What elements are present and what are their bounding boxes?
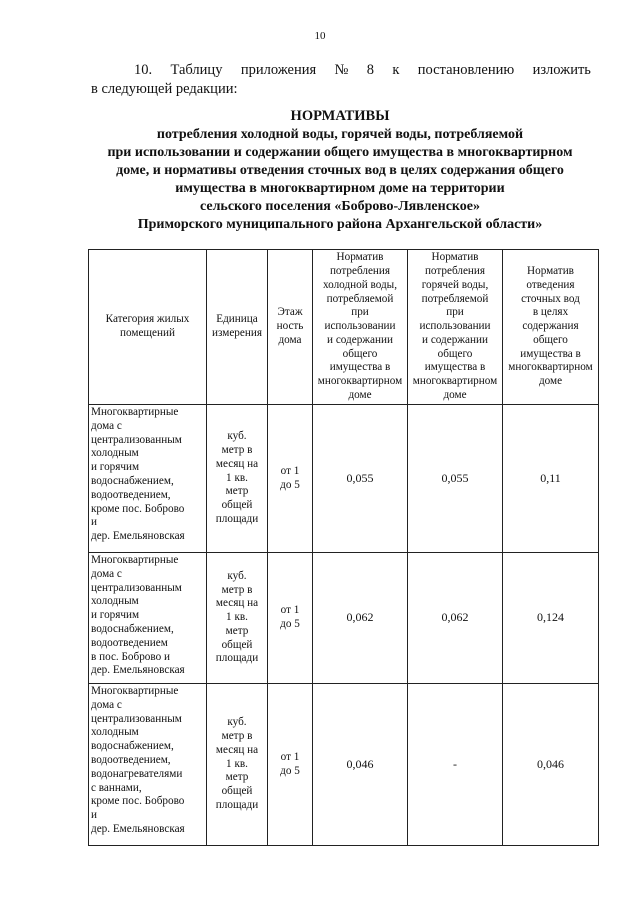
cell-line: многоквартирном	[317, 375, 403, 388]
cell-line: общей	[221, 499, 253, 512]
cell-line: потребления	[424, 264, 486, 277]
cell-line: Многоквартирные	[91, 554, 179, 566]
row-category	[89, 405, 207, 553]
cell-line: и горячим	[91, 461, 140, 474]
cell-line: многоквартирном	[508, 361, 593, 374]
cell-line: Многоквартирные	[91, 406, 179, 418]
cell-line: от 1	[280, 604, 300, 617]
cell-line: от 1	[280, 464, 300, 477]
cell-line: метр в	[221, 583, 253, 596]
cell-line: содержания	[522, 320, 579, 333]
cell-line: потребляемой	[421, 292, 489, 305]
cell-line: общего	[533, 333, 568, 346]
intro-word: постановлению	[417, 62, 515, 78]
cell-line: холодным	[91, 726, 139, 739]
header-unit	[207, 250, 268, 405]
cell-line: Норматив	[431, 251, 479, 264]
cell-line: куб.	[227, 569, 247, 582]
title-heading: НОРМАТИВЫ	[290, 108, 390, 124]
table-row	[89, 405, 599, 553]
cell-line: в целях	[532, 306, 569, 319]
cell-line: дома	[278, 333, 302, 346]
cell-line: отведения	[526, 278, 575, 291]
cell-line: площади	[215, 652, 259, 665]
cell-line: 1 кв.	[226, 471, 248, 484]
title-line: Приморского муниципального района Архангельской области»	[137, 217, 543, 232]
cell-line: метр	[225, 624, 249, 637]
cell-line: имущества в	[329, 361, 391, 374]
intro-word: приложения	[240, 62, 317, 78]
cell-line: дер. Емельяновская	[91, 822, 185, 835]
cell-line: и горячим	[91, 609, 140, 622]
cell-line: общей	[221, 785, 253, 798]
cell-line: куб.	[227, 716, 247, 729]
cell-line: дер. Емельяновская	[91, 664, 185, 677]
cell-line: измерения	[212, 327, 262, 339]
title-line: при использовании и содержании общего имущества в многоквартирном	[107, 145, 573, 160]
cell-line: централизованным	[91, 433, 182, 446]
cell-line: доме	[443, 389, 467, 402]
cell-line: Этаж	[277, 306, 303, 319]
cell-line: и	[91, 809, 97, 822]
cell-line: холодной воды,	[322, 278, 397, 291]
cell-line: дома с	[91, 698, 122, 711]
cell-line: горячей воды,	[421, 278, 489, 291]
cell-line: общего	[342, 347, 378, 360]
row-cold-value: 0,062	[313, 553, 408, 684]
row-cold-value: 0,046	[313, 684, 408, 846]
cell-line: кроме пос. Боброво	[91, 502, 185, 515]
cell-line: при	[351, 306, 369, 319]
cell-line: и содержании	[327, 333, 393, 346]
cell-line: Категория жилых	[105, 313, 190, 326]
cell-line: площади	[215, 798, 259, 811]
norms-table	[88, 249, 599, 846]
title-line: имущества в многоквартирном доме на территории	[175, 181, 505, 196]
intro-paragraph	[91, 61, 591, 99]
title-line: доме, и нормативы отведения сточных вод в целях содержания общего	[116, 163, 564, 178]
cell-line: холодным	[91, 447, 139, 460]
cell-line: с ваннами,	[91, 781, 142, 794]
row-sewage-value: 0,046	[503, 684, 599, 846]
row-category	[89, 553, 207, 684]
table-row	[89, 553, 599, 684]
row-unit	[207, 553, 268, 684]
cell-line: водоснабжением,	[91, 740, 174, 753]
cell-line: месяц на	[215, 597, 259, 610]
cell-line: месяц на	[215, 457, 259, 470]
title-line: потребления холодной воды, горячей воды, потребляемой	[156, 127, 524, 142]
document-title	[80, 107, 600, 234]
cell-line: холодным	[91, 595, 139, 608]
cell-line: месяц на	[215, 743, 259, 756]
row-sewage-value: 0,124	[503, 553, 599, 684]
header-floors	[268, 250, 313, 405]
cell-line: до 5	[280, 618, 300, 630]
cell-line: водоотведением,	[91, 488, 171, 501]
row-hot-value: 0,062	[408, 553, 503, 684]
intro-word: изложить	[532, 62, 591, 78]
intro-line-1	[91, 61, 591, 80]
cell-line: общей	[221, 638, 253, 651]
table-row	[89, 684, 599, 846]
row-category	[89, 684, 207, 846]
cell-line: при	[446, 306, 464, 319]
cell-line: метр	[225, 771, 249, 784]
cell-line: водоотведением,	[91, 753, 171, 766]
cell-line: водонагревателями	[91, 767, 183, 780]
header-hot-water	[408, 250, 503, 405]
cell-line: метр в	[221, 444, 253, 456]
cell-line: потребления	[329, 264, 391, 277]
cell-line: и содержании	[422, 333, 488, 346]
cell-line: доме	[538, 375, 563, 388]
cell-line: сточных вод	[521, 292, 580, 305]
table-header-row	[89, 250, 599, 405]
cell-line: многоквартирном	[412, 375, 498, 388]
row-sewage-value: 0,11	[503, 405, 599, 553]
row-unit	[207, 684, 268, 846]
cell-line: водоснабжением,	[91, 474, 174, 487]
intro-word: 8	[366, 62, 374, 78]
cell-line: имущества в	[424, 361, 486, 374]
page-number: 10	[314, 30, 326, 42]
cell-line: Многоквартирные	[91, 685, 179, 697]
cell-line: куб.	[227, 430, 247, 443]
cell-line: до 5	[280, 478, 300, 491]
row-floors	[268, 405, 313, 553]
title-line: сельского поселения «Боброво-Лявленское»	[199, 199, 481, 214]
cell-line: до 5	[280, 764, 300, 777]
cell-line: дома с	[91, 567, 122, 580]
intro-word: 10.	[134, 62, 153, 78]
header-cold-water	[313, 250, 408, 405]
cell-line: водоснабжением,	[91, 622, 174, 635]
row-cold-value: 0,055	[313, 405, 408, 553]
row-unit	[207, 405, 268, 553]
intro-word: к	[392, 62, 400, 78]
cell-line: Норматив	[527, 264, 574, 277]
cell-line: помещений	[120, 327, 175, 339]
intro-word: №	[334, 62, 349, 78]
cell-line: водоотведением	[91, 636, 168, 649]
cell-line: метр	[225, 485, 249, 498]
cell-line: кроме пос. Боброво	[91, 795, 185, 808]
cell-line: использовании	[419, 320, 491, 333]
cell-line: дома с	[91, 419, 122, 432]
cell-line: централизованным	[91, 712, 182, 725]
cell-line: 1 кв.	[226, 611, 248, 624]
cell-line: 1 кв.	[226, 757, 248, 770]
header-category	[89, 250, 207, 405]
cell-line: имущества в	[520, 347, 581, 360]
row-floors	[268, 684, 313, 846]
cell-line: и	[91, 516, 97, 529]
cell-line: потребляемой	[326, 292, 394, 305]
intro-line-2: в следующей редакции:	[91, 81, 238, 97]
cell-line: доме	[348, 389, 372, 402]
header-sewage	[503, 250, 599, 405]
cell-line: в пос. Боброво и	[91, 650, 170, 663]
cell-line: использовании	[324, 320, 396, 333]
cell-line: централизованным	[91, 581, 182, 594]
cell-line: дер. Емельяновская	[91, 530, 185, 543]
row-hot-value: 0,055	[408, 405, 503, 553]
cell-line: общего	[437, 347, 473, 360]
intro-word: Таблицу	[170, 62, 223, 78]
cell-line: площади	[215, 512, 259, 525]
cell-line: ность	[276, 320, 304, 333]
cell-line: от 1	[280, 750, 300, 763]
row-floors	[268, 553, 313, 684]
row-hot-value: -	[408, 684, 503, 846]
cell-line: метр в	[221, 730, 253, 742]
cell-line: Единица	[216, 313, 258, 326]
cell-line: Норматив	[336, 251, 384, 264]
